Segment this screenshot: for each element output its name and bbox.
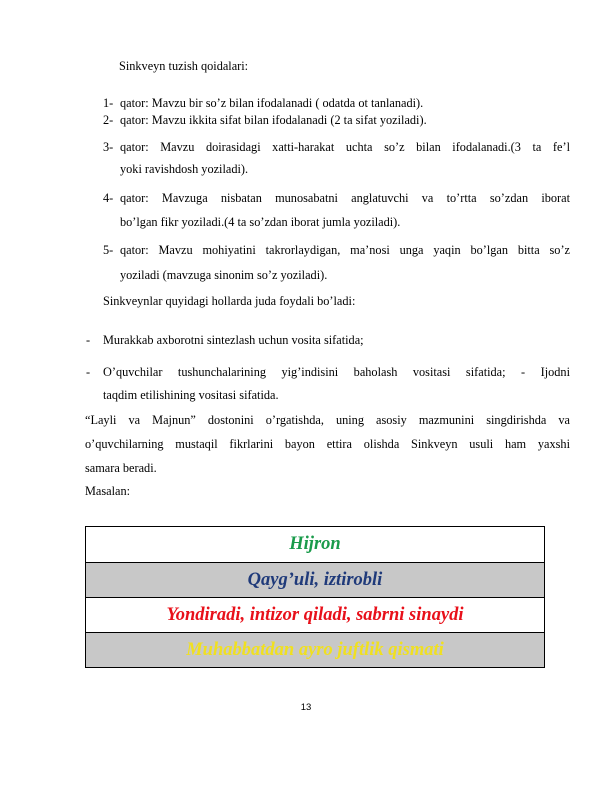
rule-4-line-2: bo’lgan fikr yoziladi.(4 ta so’zdan iborat jumla yoziladi). xyxy=(120,215,401,229)
bullet-2-line-2: taqdim etilishining vositasi sifatida. xyxy=(103,388,279,402)
useful-intro: Sinkveynlar quyidagi hollarda juda foydali bo’ladi: xyxy=(103,294,356,308)
rule-3-number: 3- xyxy=(103,140,114,154)
bullet-1-line-1: Murakkab axborotni sintezlash uchun vosita sifatida; xyxy=(103,333,364,347)
rule-3-line-2: yoki ravishdosh yoziladi). xyxy=(120,162,249,176)
rule-5-number: 5- xyxy=(103,243,114,257)
rule-3-line-1: qator: Mavzu doirasidagi xatti-harakat uchta so’z bilan ifodalanadi.(3 ta fe’l xyxy=(120,140,570,154)
table-cell-row-2: Qayg’uli, iztirobli xyxy=(86,563,545,598)
table-row xyxy=(86,563,545,598)
example-label: Masalan: xyxy=(85,484,131,498)
table-cell-row-4: Muhabbatdan ayro juftlik qismati xyxy=(86,633,545,668)
paragraph-line-2: o’quvchilarning mustaqil fikrlarini bayon ettira olishda Sinkveyn usuli ham yaxshi xyxy=(85,437,570,451)
bullet-2-line-1: O’quvchilar tushunchalarining yig’indisini baholash vositasi sifatida; - Ijodni xyxy=(103,365,570,379)
table-row xyxy=(86,633,545,668)
sinkveyn-table xyxy=(85,526,545,668)
table-row xyxy=(86,527,545,563)
page-number: 13 xyxy=(300,702,312,713)
bullet-2-dash: - xyxy=(86,365,91,379)
rule-1-line-1: qator: Mavzu bir so’z bilan ifodalanadi ( odatda ot tanlanadi). xyxy=(120,96,424,110)
table-row xyxy=(86,598,545,633)
rule-5-line-1: qator: Mavzu mohiyatini takrorlaydigan, ma’nosi unga yaqin bo’lgan bitta so’z xyxy=(120,243,570,257)
bullet-1-dash: - xyxy=(86,333,91,347)
paragraph-line-3: samara beradi. xyxy=(85,461,157,475)
paragraph-line-1: “Layli va Majnun” dostonini o’rgatishda, uning asosiy mazmunini singdirishda va xyxy=(85,413,570,427)
table-cell-row-1: Hijron xyxy=(86,527,545,563)
table-cell-row-3: Yondiradi, intizor qiladi, sabrni sinaydi xyxy=(86,598,545,633)
rule-5-line-2: yoziladi (mavzuga sinonim so’z yoziladi). xyxy=(120,268,328,282)
rule-4-number: 4- xyxy=(103,191,114,205)
rule-2-number: 2- xyxy=(103,113,114,127)
rule-1-number: 1- xyxy=(103,96,114,110)
rule-2-line-1: qator: Mavzu ikkita sifat bilan ifodalanadi (2 ta sifat yoziladi). xyxy=(120,113,427,127)
rule-4-line-1: qator: Mavzuga nisbatan munosabatni anglatuvchi va to’rtta so’zdan iborat xyxy=(120,191,570,205)
heading: Sinkveyn tuzish qoidalari: xyxy=(119,59,249,73)
